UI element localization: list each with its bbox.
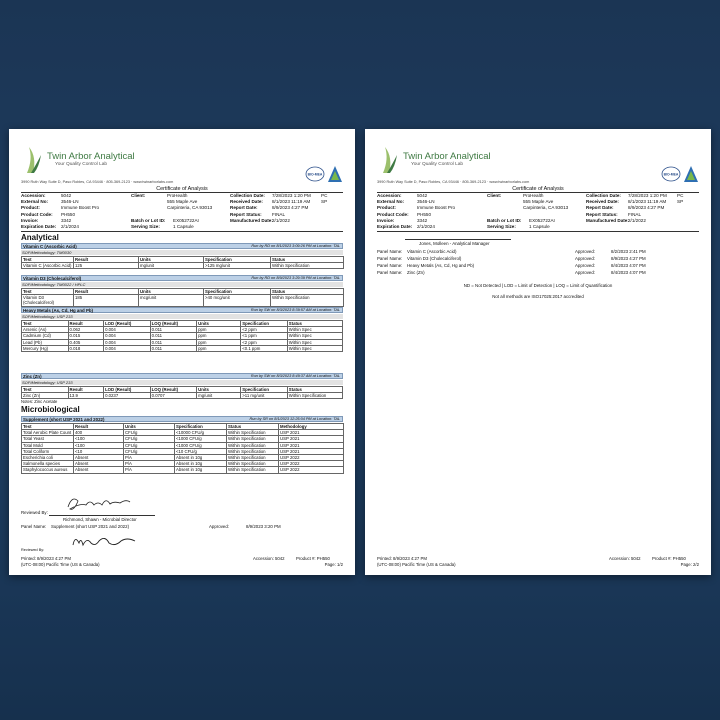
table-cell: 0.004 — [104, 327, 151, 333]
report-status-label: Report Status: — [230, 211, 262, 217]
table-cell: Within Specification — [287, 393, 342, 399]
column-header: Status — [271, 257, 344, 263]
product-label: Product: — [21, 205, 40, 211]
table-cell: ppm — [197, 339, 241, 345]
reviewer-signature — [64, 493, 134, 515]
received-label: Received Date: — [230, 199, 263, 205]
collection-tz: PC — [677, 193, 684, 198]
manufactured-value: 2/1/2022 — [628, 217, 646, 223]
column-header: Test — [22, 387, 69, 393]
table-cell: 0.0707 — [150, 393, 197, 399]
accreditation-seal-icon — [305, 164, 343, 184]
accreditation-seal-icon — [661, 164, 699, 184]
column-header: Units — [197, 387, 241, 393]
table-cell: 185 — [74, 295, 139, 306]
accession-label: Accession: — [21, 193, 46, 198]
page-number: Page: 1/2 — [324, 561, 343, 567]
received-tz: SP — [677, 199, 684, 205]
lab-logo — [377, 145, 517, 179]
column-header: LOD (Result) — [104, 387, 151, 393]
table-row — [22, 263, 344, 269]
collection-value: 7/28/2023 1:20 PM — [628, 193, 667, 198]
table-cell: Vitamin C (Ascorbic Acid) — [22, 263, 74, 269]
table-cell: Absent in 10g — [175, 467, 227, 473]
table-cell: Escherichia coli — [22, 455, 74, 461]
lab-tagline: Your Quality Control Lab — [55, 162, 108, 167]
table-cell: Within Specification — [271, 263, 344, 269]
client-address-2: Carpinteria, CA 93013 — [523, 205, 569, 211]
lab-address: 3990 Ruth Way Suite D, Paso Robles, CA 93446 · 805-369-2123 · www.twinarborlabs.com — [377, 180, 530, 184]
divider — [377, 231, 699, 232]
table-cell: <100 — [74, 442, 124, 448]
table-cell: 0.011 — [150, 333, 197, 339]
external-value: 3546-LN — [61, 199, 79, 205]
table-cell: Within Spec — [287, 333, 342, 339]
accession-label: Accession: — [377, 193, 402, 198]
lab-name: Twin Arbor Analytical — [403, 151, 491, 162]
received-value: 8/1/2023 11:19 AM — [272, 199, 311, 205]
column-header: Units — [139, 289, 204, 295]
column-header: LOQ (Result) — [150, 321, 197, 327]
table-cell: 13.9 — [68, 393, 104, 399]
microbiological-heading: Microbiological — [21, 405, 80, 414]
panel-name-value: Vitamin C (Ascorbic Acid) — [407, 249, 457, 254]
table-cell: 0.011 — [150, 339, 197, 345]
table-cell: Within Specification — [227, 442, 279, 448]
batch-label: Batch or Lot ID: — [131, 217, 166, 223]
column-header: Specification — [204, 289, 271, 295]
serving-label: Serving Size: — [487, 223, 516, 229]
column-header: Status — [287, 321, 342, 327]
page-footer — [377, 556, 699, 568]
footer-product: Product #: PH550 — [652, 556, 686, 561]
table-cell: Within Specification — [227, 455, 279, 461]
column-header: Units — [197, 321, 241, 327]
printed-date: Printed: 8/9/2023 4:27 PM — [21, 556, 71, 561]
panel-name-label: Panel Name: — [377, 270, 403, 275]
released-by-label: Reviewed By: — [21, 548, 45, 552]
approved-value: 8/4/2023 4:07 PM — [611, 270, 646, 275]
table-cell: Within Specification — [227, 467, 279, 473]
invoice-label: Invoice: — [377, 217, 395, 223]
table-cell: Cadmium (Cd) — [22, 333, 69, 339]
table-row — [22, 295, 344, 306]
table-cell: 0.004 — [104, 333, 151, 339]
heavy-metals-sop: SOP/Methodology: USP 233 — [21, 314, 343, 320]
table-cell: Zinc (Zn) — [22, 393, 69, 399]
micro-table — [21, 423, 344, 474]
table-cell: <0.1 ppm — [241, 345, 288, 351]
table-cell: Absent — [74, 455, 124, 461]
column-header: Specification — [175, 424, 227, 430]
vitamin-d3-run-info: Run by RD on 8/9/2023 3:29:39 PM at Location: TAL — [251, 276, 340, 280]
external-value: 3546-LN — [417, 199, 435, 205]
product-code-value: PH550 — [417, 211, 432, 217]
approved-label: Approved: — [575, 249, 596, 254]
panel-name-label: Panel Name: — [21, 524, 47, 529]
vitamin-c-section-name: Vitamin C (Ascorbic Acid) — [23, 244, 77, 249]
column-header: Test — [22, 257, 74, 263]
signature-line — [405, 239, 511, 240]
lab-logo — [21, 145, 161, 179]
signature-line — [49, 515, 155, 516]
table-cell: Absent — [74, 461, 124, 467]
collection-value: 7/28/2023 1:20 PM — [272, 193, 311, 198]
table-cell: Mercury (Hg) — [22, 345, 69, 351]
table-cell: Absent — [74, 467, 124, 473]
table-cell: Lead (Pb) — [22, 339, 69, 345]
column-header: Specification — [204, 257, 271, 263]
expiration-label: Expiration Date: — [377, 223, 413, 229]
serving-value: 1 Capsule — [173, 223, 194, 229]
column-header: Units — [139, 257, 204, 263]
table-cell: Total Mold — [22, 442, 74, 448]
seal-label: BIO-MEA — [307, 172, 323, 177]
table-cell: CFU/g — [124, 436, 175, 442]
lab-tagline: Your Quality Control Lab — [411, 162, 464, 167]
client-address-2: Carpinteria, CA 93013 — [167, 205, 213, 211]
table-cell: Absent in 10g — [175, 455, 227, 461]
column-header: Status — [271, 289, 344, 295]
heavy-metals-section-bar — [21, 307, 343, 313]
table-cell: CFU/g — [124, 430, 175, 436]
table-cell: <1000 CFU/g — [175, 436, 227, 442]
collection-label: Collection Date: — [586, 193, 621, 198]
table-cell: Within Spec — [287, 339, 342, 345]
external-label: External No: — [21, 199, 49, 205]
table-cell: Total Coliform — [22, 448, 74, 454]
manufactured-label: Manufactured Date: — [586, 217, 629, 223]
expiration-label: Expiration Date: — [21, 223, 57, 229]
approved-label: Approved: — [575, 263, 596, 268]
releaser-signature — [69, 533, 139, 551]
table-cell: 400 — [74, 430, 124, 436]
zinc-sop: SOP/Methodology: USP 233 — [21, 380, 343, 386]
certificate-title: Certificate of Analysis — [156, 186, 208, 192]
report-status-value: FINAL — [272, 211, 286, 217]
table-cell: ppm — [197, 345, 241, 351]
iso-note: Not all methods are ISO17025:2017 accredited — [492, 294, 584, 299]
external-label: External No: — [377, 199, 405, 205]
column-header: Test — [22, 424, 74, 430]
table-cell: <10 CFU/g — [175, 448, 227, 454]
column-header: LOD (Result) — [104, 321, 151, 327]
page-footer — [21, 556, 343, 568]
table-cell: Arsenic (As) — [22, 327, 69, 333]
report-date-value: 8/9/2023 4:27 PM — [628, 205, 665, 211]
received-value: 8/1/2023 11:19 AM — [628, 199, 667, 205]
approved-label: Approved: — [575, 256, 596, 261]
approved-label: Approved: — [209, 524, 230, 529]
client-address-1: 555 Maple Ave — [523, 199, 554, 205]
batch-value: EX052722AI — [529, 217, 555, 223]
certificate-title: Certificate of Analysis — [512, 186, 564, 192]
micro-section-bar — [21, 416, 343, 422]
table-cell: USP 2022 — [279, 461, 344, 467]
table-cell: Within Spec — [287, 327, 342, 333]
table-cell: 0.011 — [150, 327, 197, 333]
header-info — [377, 193, 699, 230]
table-cell: mcg/unit — [139, 295, 204, 306]
table-cell: Within Specification — [227, 461, 279, 467]
lab-name: Twin Arbor Analytical — [47, 151, 135, 162]
column-header: Test — [22, 321, 69, 327]
expiration-value: 2/1/2024 — [417, 223, 435, 229]
report-date-value: 8/9/2023 4:27 PM — [272, 205, 309, 211]
table-cell: mg/unit — [139, 263, 204, 269]
footer-product: Product #: PH550 — [296, 556, 330, 561]
product-value: Immune Boost Pro — [61, 205, 100, 211]
received-tz: SP — [321, 199, 328, 205]
accession-value: 5042 — [61, 193, 72, 198]
manager-name: Jones, Molleen - Analytical Manager — [419, 241, 490, 246]
panel-name-label: Panel Name: — [377, 249, 403, 254]
micro-run-info: Run by SR on 8/1/2023 12:25:04 PM at Location: TAL — [249, 417, 340, 421]
vitamin-c-run-info: Run by RD on 8/1/2023 3:09:26 PM at Location: TAL — [251, 244, 340, 248]
reviewer-name: Richmond, Shawn - Microbial Director — [63, 517, 137, 522]
table-cell: Staphylococcus aureus — [22, 467, 74, 473]
table-cell: <1000 CFU/g — [175, 442, 227, 448]
table-cell: 0.004 — [104, 345, 151, 351]
approved-label: Approved: — [575, 270, 596, 275]
client-value: ProHealth — [523, 193, 544, 198]
approved-value: 8/9/2023 3:20 PM — [246, 524, 281, 529]
table-cell: >11 mg/unit — [241, 393, 288, 399]
product-value: Immune Boost Pro — [417, 205, 456, 211]
approved-value: 8/9/2023 4:27 PM — [611, 256, 646, 261]
footer-accession: Accession: 5042 — [253, 556, 285, 561]
column-header: Specification — [241, 387, 288, 393]
vitamin-c-table — [21, 256, 344, 269]
column-header: Result — [68, 387, 104, 393]
seal-label: BIO-MEA — [663, 172, 679, 177]
collection-tz: PC — [321, 193, 328, 198]
table-cell: Total Aerobic Plate Count — [22, 430, 74, 436]
table-cell: ppm — [197, 327, 241, 333]
column-header: Test — [22, 289, 74, 295]
table-cell: USP 2022 — [279, 455, 344, 461]
table-cell: 0.004 — [104, 339, 151, 345]
vitamin-c-sop: SOP/Methodology: TM0030 — [21, 250, 343, 256]
lab-address: 3990 Ruth Way Suite D, Paso Robles, CA 93446 · 805-369-2123 · www.twinarborlabs.com — [21, 180, 174, 184]
table-cell: 0.405 — [68, 339, 104, 345]
panel-name-value: Heavy Metals (As, Cd, Hg and Pb) — [407, 263, 475, 268]
table-cell: 0.0237 — [104, 393, 151, 399]
table-row — [22, 393, 343, 399]
certificate-page-2 — [365, 129, 711, 575]
leaf-logo-icon — [379, 145, 399, 175]
table-cell: USP 2021 — [279, 442, 344, 448]
column-header: Result — [68, 321, 104, 327]
table-cell: USP 2022 — [279, 467, 344, 473]
reviewed-by-label: Reviewed By: — [21, 510, 48, 515]
client-address-1: 555 Maple Ave — [167, 199, 198, 205]
zinc-section-name: Zinc (Zn) — [23, 374, 42, 379]
collection-label: Collection Date: — [230, 193, 265, 198]
column-header: Result — [74, 424, 124, 430]
manufactured-value: 2/1/2022 — [272, 217, 290, 223]
client-label: Client: — [487, 193, 502, 198]
column-header: Status — [227, 424, 279, 430]
report-date-label: Report Date: — [230, 205, 258, 211]
table-cell: <10 — [74, 448, 124, 454]
report-status-value: FINAL — [628, 211, 642, 217]
table-cell: P/A — [124, 467, 175, 473]
table-cell: 0.015 — [68, 333, 104, 339]
printed-date: Printed: 8/9/2023 4:27 PM — [377, 556, 427, 561]
invoice-label: Invoice: — [21, 217, 39, 223]
table-cell: 0.011 — [150, 345, 197, 351]
received-label: Received Date: — [586, 199, 619, 205]
table-cell: USP 2021 — [279, 448, 344, 454]
table-cell: >125 mg/unit — [204, 263, 271, 269]
table-cell: mg/unit — [197, 393, 241, 399]
heavy-metals-table — [21, 320, 343, 352]
report-date-label: Report Date: — [586, 205, 614, 211]
table-row — [22, 345, 343, 351]
footer-accession: Accession: 5042 — [609, 556, 641, 561]
table-cell: <10000 CFU/g — [175, 430, 227, 436]
batch-label: Batch or Lot ID: — [487, 217, 522, 223]
table-cell: <2 ppm — [241, 327, 288, 333]
page-number: Page: 2/2 — [680, 561, 699, 567]
table-cell: ppm — [197, 333, 241, 339]
serving-value: 1 Capsule — [529, 223, 550, 229]
zinc-table — [21, 386, 343, 399]
table-cell: 0.018 — [68, 345, 104, 351]
manufactured-label: Manufactured Date: — [230, 217, 273, 223]
leaf-logo-icon — [23, 145, 43, 175]
table-cell: Vitamin D3 (Cholecalciferol) — [22, 295, 74, 306]
client-value: ProHealth — [167, 193, 188, 198]
expiration-value: 2/1/2024 — [61, 223, 79, 229]
table-cell: >40 mcg/unit — [204, 295, 271, 306]
zinc-section-bar — [21, 373, 343, 379]
table-cell: Within Spec — [287, 345, 342, 351]
table-cell: Within Specification — [227, 436, 279, 442]
table-cell: Within Specification — [227, 448, 279, 454]
panel-name-label: Panel Name: — [377, 263, 403, 268]
table-row — [22, 467, 344, 473]
table-cell: 125 — [74, 263, 139, 269]
table-cell: Within Specification — [271, 295, 344, 306]
vitamin-d3-section-name: Vitamin D3 (Cholecalciferol) — [23, 276, 82, 281]
timezone: (UTC-08:00) Pacific Time (US & Canada) — [21, 561, 100, 567]
header-info — [21, 193, 343, 230]
accession-value: 5042 — [417, 193, 428, 198]
vitamin-d3-sop: SOP/Methodology: TM0022 / HPLC — [21, 282, 343, 288]
panel-name-value: Supplement (short USP 2021 and 2022) — [51, 524, 130, 529]
table-cell: Within Specification — [227, 430, 279, 436]
invoice-value: 3342 — [417, 217, 428, 223]
table-cell: <100 — [74, 436, 124, 442]
product-label: Product: — [377, 205, 396, 211]
vitamin-d3-section-bar — [21, 275, 343, 281]
column-header: Specification — [241, 321, 288, 327]
table-cell: USP 2021 — [279, 430, 344, 436]
table-row — [22, 430, 344, 436]
batch-value: EX052722AI — [173, 217, 199, 223]
product-code-label: Product Code: — [21, 211, 53, 217]
table-cell: P/A — [124, 455, 175, 461]
column-header: LOQ (Result) — [150, 387, 197, 393]
report-status-label: Report Status: — [586, 211, 618, 217]
vitamin-c-section-bar — [21, 243, 343, 249]
table-cell: Absent in 10g — [175, 461, 227, 467]
table-cell: USP 2021 — [279, 436, 344, 442]
table-cell: Total Yeast — [22, 436, 74, 442]
approved-value: 8/4/2023 4:07 PM — [611, 263, 646, 268]
table-cell: <2 ppm — [241, 339, 288, 345]
certificate-page-1 — [9, 129, 355, 575]
column-header: Status — [287, 387, 342, 393]
heavy-metals-run-info: Run by SW on 8/3/2023 8:39:57 AM at Location: TAL — [250, 308, 340, 312]
heavy-metals-section-name: Heavy Metals (As, Cd, Hg and Pb) — [23, 308, 94, 313]
product-code-label: Product Code: — [377, 211, 409, 217]
table-cell: CFU/g — [124, 442, 175, 448]
column-header: Methodology — [279, 424, 344, 430]
client-label: Client: — [131, 193, 146, 198]
divider — [21, 231, 343, 232]
column-header: Result — [74, 289, 139, 295]
abbreviation-legend: ND = Not Detected | LOD = Limit of Detection | LOQ = Limit of Quantification — [463, 283, 613, 288]
table-cell: CFU/g — [124, 448, 175, 454]
panel-name-label: Panel Name: — [377, 256, 403, 261]
vitamin-d3-table — [21, 288, 344, 307]
table-cell: 0.062 — [68, 327, 104, 333]
zinc-notes: Notes: Zinc Acetate — [21, 399, 58, 404]
panel-name-value: Zinc (Zn) — [407, 270, 425, 275]
serving-label: Serving Size: — [131, 223, 160, 229]
table-cell: <1 ppm — [241, 333, 288, 339]
column-header: Units — [124, 424, 175, 430]
table-cell: P/A — [124, 461, 175, 467]
micro-section-name: Supplement (short USP 2021 and 2022) — [23, 417, 105, 422]
panel-name-value: Vitamin D3 (Cholecalciferol) — [407, 256, 462, 261]
approved-value: 8/2/2023 2:41 PM — [611, 249, 646, 254]
column-header: Result — [74, 257, 139, 263]
product-code-value: PH550 — [61, 211, 76, 217]
timezone: (UTC-08:00) Pacific Time (US & Canada) — [377, 561, 456, 567]
zinc-run-info: Run by SW on 8/3/2023 8:49:37 AM at Location: TAL — [250, 374, 340, 378]
analytical-heading: Analytical — [21, 233, 59, 242]
invoice-value: 3342 — [61, 217, 72, 223]
table-cell: Salmonella species — [22, 461, 74, 467]
